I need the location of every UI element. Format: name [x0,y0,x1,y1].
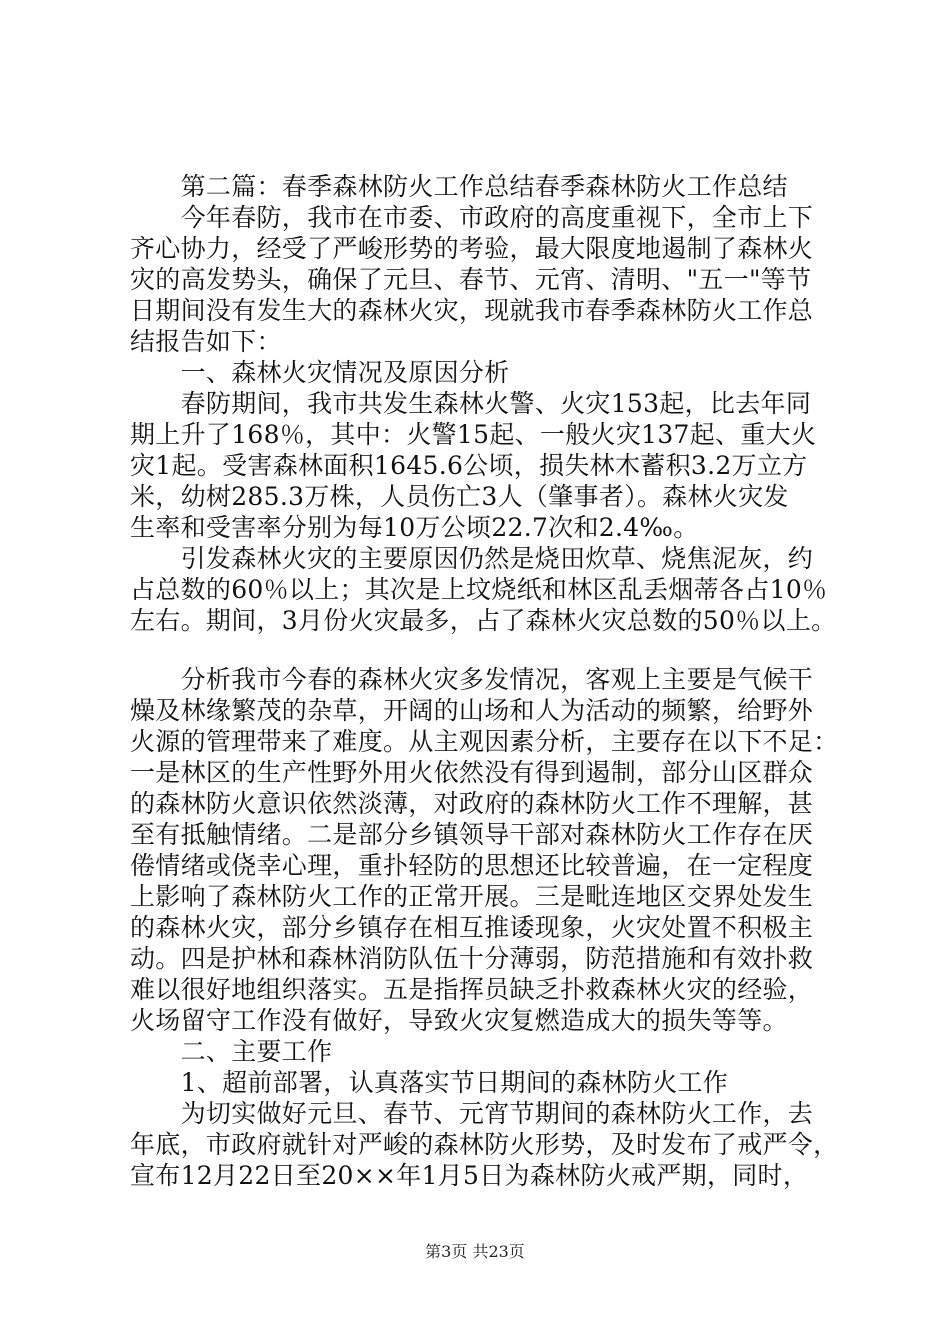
subheading: 1、超前部署，认真落实节日期间的森林防火工作 [130,1068,729,1097]
text-line: 春防期间，我市共发生森林火警、火灾153起，比去年同 [130,389,812,418]
text-line: 为切实做好元旦、春节、元宵节期间的森林防火工作，去 [130,1099,814,1128]
text-line: 火源的管理带来了难度。从主观因素分析，主要存在以下不足： [130,727,839,756]
text-line: 分析我市今春的森林火灾多发情况，客观上主要是气候干 [130,665,814,694]
text-line: 的森林火灾，部分乡镇存在相互推诿现象，火灾处置不积极主 [130,913,814,942]
text-line: 难以很好地组织落实。五是指挥员缺乏扑救森林火灾的经验， [130,975,814,1004]
text-line: 至有抵触情绪。二是部分乡镇领导干部对森林防火工作存在厌 [130,820,814,849]
text-line: 引发森林火灾的主要原因仍然是烧田炊草、烧焦泥灰，约 [130,544,814,573]
page-footer: 第3页 共23页 [425,1242,525,1261]
text-line: 年底，市政府就针对严峻的森林防火形势，及时发布了戒严令， [130,1130,839,1159]
text-line: 动。四是护林和森林消防队伍十分薄弱，防范措施和有效扑救 [130,944,814,973]
text-line: 灾的高发势头，确保了元旦、春节、元宵、清明、"五一"等节 [130,265,812,294]
text-line: 齐心协力，经受了严峻形势的考验，最大限度地遏制了森林火 [130,234,814,263]
text-line: 火场留守工作没有做好，导致火灾复燃造成大的损失等等。 [130,1006,788,1035]
text-line: 上影响了森林防火工作的正常开展。三是毗连地区交界处发生 [130,882,814,911]
text-line: 燥及林缘繁茂的杂草，开阔的山场和人为活动的频繁，给野外 [130,696,814,725]
text-line: 左右。期间，3月份火灾最多，占了森林火灾总数的50％以上。 [130,606,837,635]
text-line: 日期间没有发生大的森林火灾，现就我市春季森林防火工作总 [130,296,814,325]
text-line: 生率和受害率分别为每10万公顷22.7次和2.4‰。 [130,513,699,542]
text-line: 米，幼树285.3万株，人员伤亡3人（肇事者）。森林火灾发 [130,482,789,511]
text-line: 倦情绪或侥幸心理，重扑轻防的思想还比较普遍，在一定程度 [130,851,814,880]
text-line: 结报告如下： [130,327,282,356]
text-line: 期上升了168％，其中：火警15起、一般火灾137起、重大火 [130,420,817,449]
text-line: 灾1起。受害森林面积1645.6公顷，损失林木蓄积3.2万立方 [130,451,808,480]
text-line: 一是林区的生产性野外用火依然没有得到遏制，部分山区群众 [130,758,814,787]
text-line: 占总数的60％以上；其次是上坟烧纸和林区乱丢烟蒂各占10％ [130,575,828,604]
text-line: 今年春防，我市在市委、市政府的高度重视下，全市上下 [130,203,814,232]
subheading: 一、森林火灾情况及原因分析 [130,358,510,387]
section-heading: 第二篇：春季森林防火工作总结春季森林防火工作总结 [130,172,788,201]
text-line: 的森林防火意识依然淡薄，对政府的森林防火工作不理解，甚 [130,789,814,818]
subheading: 二、主要工作 [130,1037,333,1066]
text-line: 宣布12月22日至20××年1月5日为森林防火戒严期，同时， [130,1161,809,1190]
